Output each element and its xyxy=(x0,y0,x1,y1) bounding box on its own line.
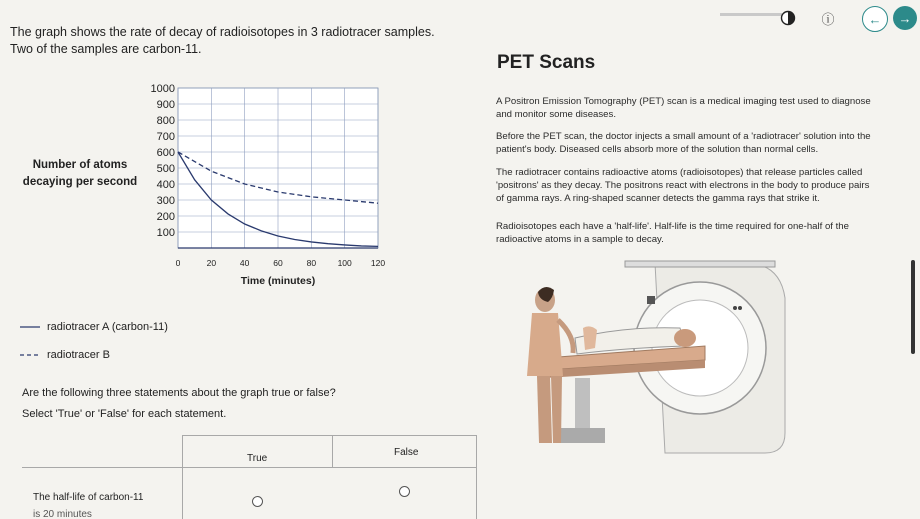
pet-title: PET Scans xyxy=(497,52,596,73)
y-tick-label: 300 xyxy=(156,195,175,207)
progress-bar xyxy=(720,13,782,16)
pet-scanner-illustration xyxy=(505,258,905,488)
x-tick-label: 120 xyxy=(370,258,386,268)
legend-item-b xyxy=(20,349,110,361)
legend-line-solid-icon xyxy=(20,324,40,330)
x-tick-label: 60 xyxy=(273,258,283,268)
question-headline: The graph shows the rate of decay of radioisotopes in 3 radiotracer samples. xyxy=(10,25,435,39)
column-header-false: False xyxy=(394,447,419,458)
legend-label-b: radiotracer B xyxy=(47,349,110,361)
y-tick-label: 200 xyxy=(156,211,175,223)
x-tick-label: 20 xyxy=(206,258,217,268)
decay-chart xyxy=(130,76,530,296)
x-tick-label: 0 xyxy=(175,258,181,268)
radio-false[interactable] xyxy=(399,486,410,497)
back-arrow-icon[interactable]: ← xyxy=(862,6,888,32)
legend-label-a: radiotracer A (carbon-11) xyxy=(47,321,168,333)
question-prompt: Are the following three statements about the graph true or false? xyxy=(22,387,336,399)
y-tick-label: 600 xyxy=(156,147,175,159)
y-axis-label: Number of atoms decaying per second xyxy=(22,159,138,188)
y-tick-label: 100 xyxy=(156,227,175,239)
y-tick-label: 400 xyxy=(156,179,175,191)
x-axis-label: Time (minutes) xyxy=(240,275,316,287)
y-tick-label: 1000 xyxy=(150,83,175,95)
y-tick-label: 700 xyxy=(156,131,175,143)
question-instruction: Select 'True' or 'False' for each statement. xyxy=(22,408,227,420)
column-header-true: True xyxy=(247,453,268,464)
contrast-icon[interactable] xyxy=(776,6,800,30)
question-subline: Two of the samples are carbon-11. xyxy=(10,42,202,56)
y-tick-label: 800 xyxy=(156,115,175,127)
pet-paragraph-3: The radiotracer contains radioactive atoms (radioisotopes) that release particles called 'positrons' as they decay. The positrons react with electrons in the body to produce pairs of gamma rays. A ring-shaped scanner detects the gamma rays that strike it. xyxy=(496,167,870,204)
pet-paragraph-2: Before the PET scan, the doctor injects a small amount of a 'radiotracer' solution into the patient's body. Diseased cells absorb more of the solution than normal cells. xyxy=(496,131,871,155)
x-tick-label: 80 xyxy=(306,258,317,268)
x-tick-label: 40 xyxy=(239,258,250,268)
y-tick-label: 500 xyxy=(156,163,175,175)
info-icon[interactable]: ⓘ xyxy=(821,11,835,27)
statement-text: The half-life of carbon-11 xyxy=(33,492,144,503)
radio-true[interactable] xyxy=(252,496,263,507)
answer-table xyxy=(22,435,477,519)
forward-arrow-icon[interactable]: → xyxy=(893,6,917,30)
statement-continuation: is 20 minutes xyxy=(33,509,92,519)
pet-paragraph-1: A Positron Emission Tomography (PET) scan is a medical imaging test used to diagnose and monitor some diseases. xyxy=(496,96,871,120)
y-tick-label: 900 xyxy=(156,99,175,111)
pet-paragraph-4: Radioisotopes each have a 'half-life'. Half-life is the time required for one-half of the radioactive atoms in a sample to decay. xyxy=(496,221,849,245)
scrollbar[interactable] xyxy=(911,260,915,354)
x-tick-label: 100 xyxy=(337,258,352,268)
legend-item-a xyxy=(20,321,168,333)
legend-line-dashed-icon xyxy=(20,352,40,358)
